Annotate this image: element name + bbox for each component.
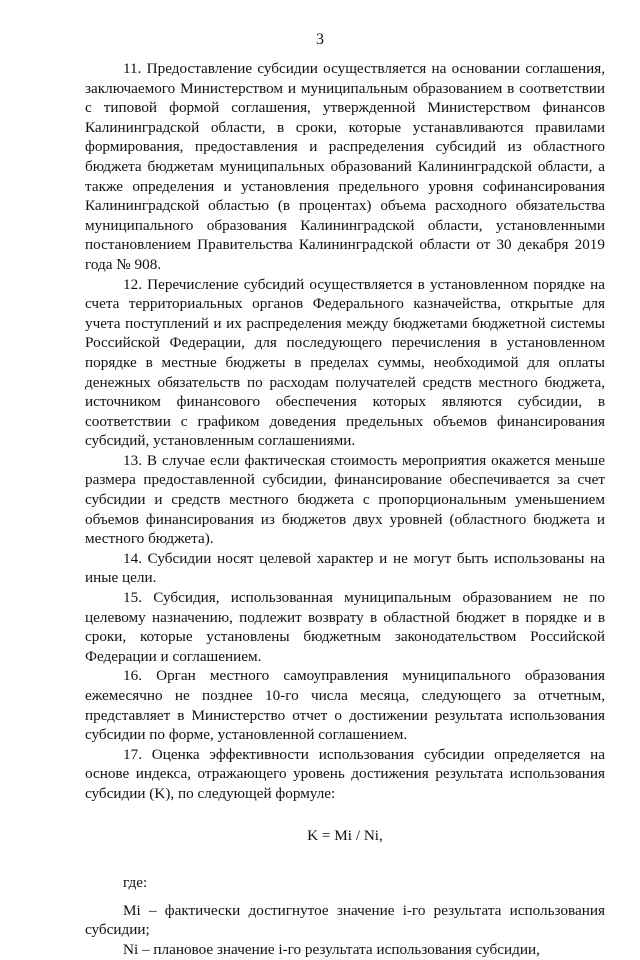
paragraph-14: 14. Субсидии носят целевой характер и не могут быть использованы на иные цели. [85,549,605,587]
paragraph-16: 16. Орган местного самоуправления муниципального образования ежемесячно не позднее 10-го числа месяца, следующего за отчетным, представляет в Министерство отчет о достижении результата использования субсидии по форме, установленной соглашением. [85,667,605,744]
paragraph-17: 17. Оценка эффективности использования субсидии определяется на основе индекса, отражающего уровень достижения результата использования субсидии (K), по следующей формуле: [85,745,605,802]
definition-mi: Mi – фактически достигнутое значение i-го результата использования субсидии; [85,901,605,939]
where-label: где: [123,874,148,892]
paragraph-13: 13. В случае если фактическая стоимость мероприятия окажется меньше размера предоставленной субсидии, финансирование обеспечивается за счет субсидии и средств местного бюджета с пропорциональным уменьшением объемов финансирования из бюджетов двух уровней (областного бюджета и местного бюджета). [85,451,605,548]
efficiency-formula: K = Mi / Ni, [307,826,383,844]
paragraph-12: 12. Перечисление субсидий осуществляется в установленном порядке на счета территориальных органов Федерального казначейства, открытые для учета поступлений и их распределения между бюджетами бюджетной системы Российской Федерации, для последующего перечисления в установленном порядке в местные бюджеты в пределах суммы, необходимой для оплаты денежных обязательств по расходам получателей средств местного бюджета, источником финансового обеспечения которых являются субсидии, в соответствии с графиком доведения предельных объемов финансирования субсидий, установленным соглашениями. [85,275,605,450]
spacer [85,893,605,901]
definition-ni: Ni – плановое значение i-го результата использования субсидии, [123,940,540,958]
paragraph-11: 11. Предоставление субсидии осуществляется на основании соглашения, заключаемого Министерством и муниципальным образованием в соответствии с типовой формой соглашения, утвержденной Министерством финансов Калининградской области, в сроки, которые устанавливаются правилами формирования, предоставления и распределения субсидий из областного бюджета бюджетам муниципальных образований Калининградской области, а также определения и установления предельного уровня софинансирования Калининградской областью (в процентах) объема расходного обязательства муниципального образования Калининградской области, установленными постановлением Правительства Калининградской области от 30 декабря 2019 года № 908. [85,60,605,273]
paragraph-15: 15. Субсидия, использованная муниципальным образованием не по целевому назначению, подлежит возврату в областной бюджет в порядке и в сроки, которые установлены бюджетным законодательством Российской Федерации и соглашением. [85,589,605,665]
page-number: 3 [316,31,324,48]
document-body [85,59,605,960]
